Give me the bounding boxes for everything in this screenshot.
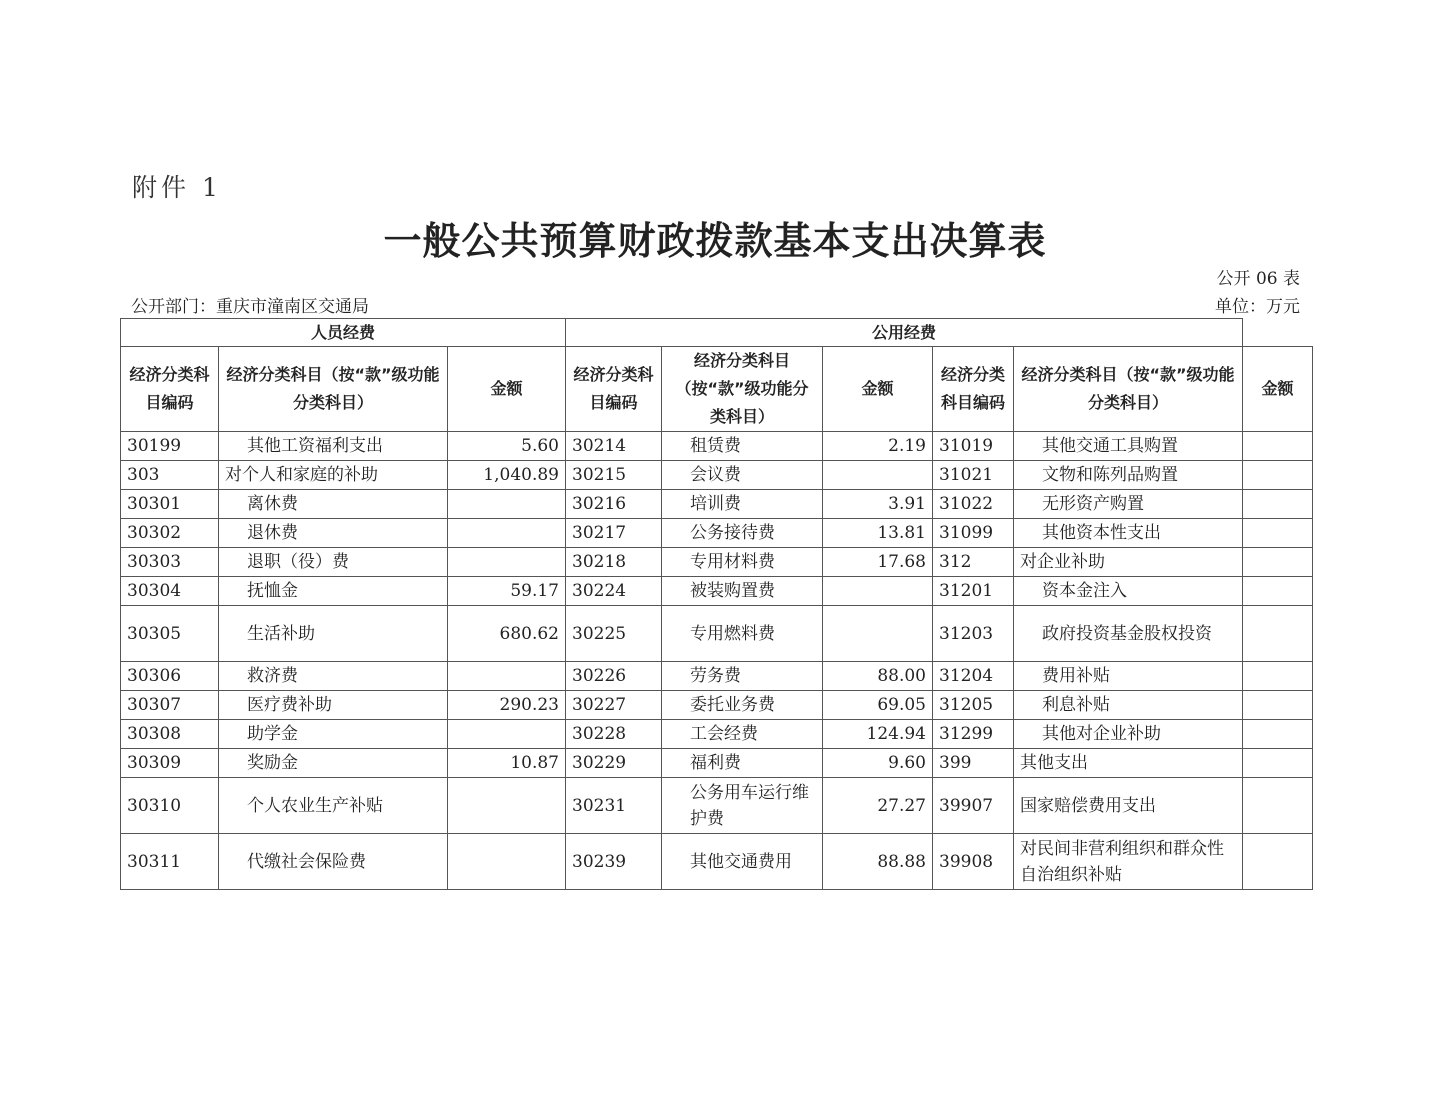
cell-code: 399 — [933, 749, 1014, 778]
cell-amount — [448, 720, 566, 749]
cell-name: 培训费 — [662, 490, 823, 519]
cell-amount: 27.27 — [823, 778, 933, 834]
cell-code: 30307 — [121, 691, 219, 720]
cell-name: 公务用车运行维护费 — [662, 778, 823, 834]
cell-name: 费用补贴 — [1014, 662, 1243, 691]
cell-name: 无形资产购置 — [1014, 490, 1243, 519]
cell-amount — [448, 490, 566, 519]
cell-code: 30309 — [121, 749, 219, 778]
cell-amount: 2.19 — [823, 432, 933, 461]
cell-amount — [1243, 720, 1313, 749]
table-body — [121, 432, 1313, 890]
cell-name: 其他资本性支出 — [1014, 519, 1243, 548]
cell-code: 30311 — [121, 834, 219, 890]
cell-amount: 680.62 — [448, 606, 566, 662]
cell-amount — [1243, 490, 1313, 519]
cell-amount — [823, 606, 933, 662]
cell-amount: 69.05 — [823, 691, 933, 720]
cell-name: 离休费 — [219, 490, 448, 519]
table-row — [121, 548, 1313, 577]
table-row — [121, 720, 1313, 749]
cell-code: 31203 — [933, 606, 1014, 662]
cell-name: 生活补助 — [219, 606, 448, 662]
cell-code: 30217 — [566, 519, 662, 548]
cell-code: 303 — [121, 461, 219, 490]
cell-code: 30301 — [121, 490, 219, 519]
col-header-name: 经济分类科目（按“款”级功能分类科目） — [1014, 347, 1243, 432]
cell-name: 专用燃料费 — [662, 606, 823, 662]
col-header-code: 经济分类科目编码 — [566, 347, 662, 432]
expenditure-table — [120, 318, 1313, 890]
table-row — [121, 778, 1313, 834]
cell-name: 利息补贴 — [1014, 691, 1243, 720]
cell-name: 其他交通工具购置 — [1014, 432, 1243, 461]
cell-name: 抚恤金 — [219, 577, 448, 606]
table-row — [121, 606, 1313, 662]
cell-name: 会议费 — [662, 461, 823, 490]
col-header-amount: 金额 — [448, 347, 566, 432]
cell-amount: 290.23 — [448, 691, 566, 720]
table-row — [121, 519, 1313, 548]
cell-code: 30231 — [566, 778, 662, 834]
table-number: 公开 06 表 — [1216, 269, 1300, 289]
cell-amount — [1243, 749, 1313, 778]
cell-code: 30227 — [566, 691, 662, 720]
unit-label: 单位：万元 — [1215, 297, 1300, 317]
cell-amount — [823, 577, 933, 606]
empty-corner — [1243, 319, 1313, 347]
cell-amount: 88.00 — [823, 662, 933, 691]
cell-code: 31019 — [933, 432, 1014, 461]
cell-amount: 9.60 — [823, 749, 933, 778]
cell-name: 专用材料费 — [662, 548, 823, 577]
cell-code: 30215 — [566, 461, 662, 490]
cell-name: 委托业务费 — [662, 691, 823, 720]
group-header-personnel: 人员经费 — [121, 319, 566, 347]
cell-code: 31099 — [933, 519, 1014, 548]
cell-name: 退休费 — [219, 519, 448, 548]
cell-amount — [1243, 778, 1313, 834]
cell-code: 30303 — [121, 548, 219, 577]
cell-amount — [1243, 691, 1313, 720]
table-row — [121, 461, 1313, 490]
cell-code: 312 — [933, 548, 1014, 577]
cell-amount — [823, 461, 933, 490]
cell-amount — [1243, 461, 1313, 490]
cell-name: 文物和陈列品购置 — [1014, 461, 1243, 490]
cell-name: 福利费 — [662, 749, 823, 778]
cell-amount — [1243, 548, 1313, 577]
cell-name: 代缴社会保险费 — [219, 834, 448, 890]
cell-code: 30305 — [121, 606, 219, 662]
cell-code: 30225 — [566, 606, 662, 662]
cell-code: 30306 — [121, 662, 219, 691]
col-header-amount: 金额 — [1243, 347, 1313, 432]
cell-code: 30229 — [566, 749, 662, 778]
cell-code: 39907 — [933, 778, 1014, 834]
cell-amount: 3.91 — [823, 490, 933, 519]
cell-code: 30224 — [566, 577, 662, 606]
cell-amount: 17.68 — [823, 548, 933, 577]
cell-amount — [448, 778, 566, 834]
table-row — [121, 432, 1313, 461]
table-row — [121, 691, 1313, 720]
cell-name: 对个人和家庭的补助 — [219, 461, 448, 490]
cell-name: 个人农业生产补贴 — [219, 778, 448, 834]
cell-code: 30228 — [566, 720, 662, 749]
department-label: 公开部门：重庆市潼南区交通局 — [131, 297, 369, 317]
col-header-amount: 金额 — [823, 347, 933, 432]
cell-amount — [1243, 834, 1313, 890]
cell-code: 39908 — [933, 834, 1014, 890]
cell-name: 其他工资福利支出 — [219, 432, 448, 461]
cell-name: 对企业补助 — [1014, 548, 1243, 577]
cell-amount — [1243, 606, 1313, 662]
table-row — [121, 577, 1313, 606]
col-header-name: 经济分类科目（按“款”级功能分类科目） — [662, 347, 823, 432]
cell-name: 对民间非营利组织和群众性自治组织补贴 — [1014, 834, 1243, 890]
cell-amount — [448, 548, 566, 577]
cell-code: 30310 — [121, 778, 219, 834]
cell-name: 助学金 — [219, 720, 448, 749]
cell-amount — [448, 662, 566, 691]
cell-code: 31021 — [933, 461, 1014, 490]
cell-name: 其他交通费用 — [662, 834, 823, 890]
group-header-public: 公用经费 — [566, 319, 1243, 347]
cell-name: 工会经费 — [662, 720, 823, 749]
cell-code: 30239 — [566, 834, 662, 890]
col-header-name: 经济分类科目（按“款”级功能分类科目） — [219, 347, 448, 432]
page-title: 一般公共预算财政拨款基本支出决算表 — [383, 219, 1047, 263]
cell-code: 31299 — [933, 720, 1014, 749]
cell-amount — [1243, 662, 1313, 691]
cell-name: 公务接待费 — [662, 519, 823, 548]
cell-name: 奖励金 — [219, 749, 448, 778]
cell-name: 劳务费 — [662, 662, 823, 691]
cell-name: 其他对企业补助 — [1014, 720, 1243, 749]
cell-name: 救济费 — [219, 662, 448, 691]
cell-name: 资本金注入 — [1014, 577, 1243, 606]
cell-name: 国家赔偿费用支出 — [1014, 778, 1243, 834]
cell-amount — [1243, 432, 1313, 461]
cell-amount — [448, 834, 566, 890]
cell-code: 30214 — [566, 432, 662, 461]
cell-amount: 59.17 — [448, 577, 566, 606]
table-row — [121, 749, 1313, 778]
cell-amount — [448, 519, 566, 548]
table-row — [121, 834, 1313, 890]
col-header-code: 经济分类科目编码 — [121, 347, 219, 432]
cell-code: 30199 — [121, 432, 219, 461]
cell-code: 31205 — [933, 691, 1014, 720]
cell-code: 30216 — [566, 490, 662, 519]
cell-name: 医疗费补助 — [219, 691, 448, 720]
cell-amount: 10.87 — [448, 749, 566, 778]
cell-amount: 88.88 — [823, 834, 933, 890]
cell-code: 30304 — [121, 577, 219, 606]
cell-code: 30226 — [566, 662, 662, 691]
cell-amount — [1243, 519, 1313, 548]
cell-code: 30302 — [121, 519, 219, 548]
cell-amount: 1,040.89 — [448, 461, 566, 490]
cell-code: 31204 — [933, 662, 1014, 691]
cell-name: 其他支出 — [1014, 749, 1243, 778]
attachment-label: 附件 1 — [132, 173, 222, 202]
cell-amount: 13.81 — [823, 519, 933, 548]
cell-name: 租赁费 — [662, 432, 823, 461]
cell-name: 退职（役）费 — [219, 548, 448, 577]
cell-name: 被装购置费 — [662, 577, 823, 606]
cell-code: 30308 — [121, 720, 219, 749]
table-row — [121, 490, 1313, 519]
cell-code: 31201 — [933, 577, 1014, 606]
cell-code: 30218 — [566, 548, 662, 577]
cell-amount: 124.94 — [823, 720, 933, 749]
cell-code: 31022 — [933, 490, 1014, 519]
cell-amount: 5.60 — [448, 432, 566, 461]
cell-amount — [1243, 577, 1313, 606]
cell-name: 政府投资基金股权投资 — [1014, 606, 1243, 662]
col-header-code: 经济分类科目编码 — [933, 347, 1014, 432]
table-row — [121, 662, 1313, 691]
